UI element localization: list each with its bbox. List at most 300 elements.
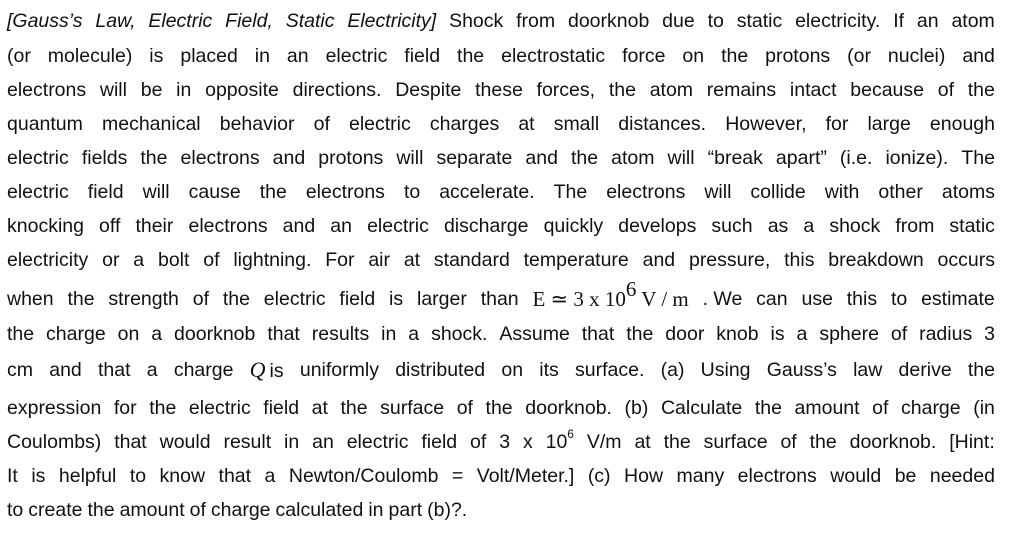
segment-text: on [682,44,705,67]
segment-text: doorknob [174,322,256,345]
word [917,10,939,33]
segment-text: amount [794,396,860,419]
word [518,113,534,136]
word [867,113,910,136]
word [525,147,558,170]
segment-text: the [663,430,691,453]
word [306,181,385,204]
segment-text: in [381,322,397,345]
word [7,465,18,488]
segment-text: such [711,214,753,237]
segment-text: than [480,287,519,310]
segment-text: the [149,396,177,419]
segment-text: an [916,9,939,32]
segment-text: sphere [819,322,879,345]
word [449,10,503,33]
word [750,181,805,204]
word [7,113,83,136]
segment-text: the [809,430,837,453]
segment-text: static [736,9,783,32]
segment-text: and [642,248,676,271]
word [176,79,191,102]
word [7,10,83,33]
segment-text: (c) [587,464,611,487]
word [780,431,796,454]
word [225,10,273,33]
word [28,499,82,522]
segment-text: the [754,396,782,419]
word [524,249,629,272]
segment-text: E ≃ 3 x 10 [532,286,626,311]
segment-text: other [878,180,923,203]
segment-text: Electricity] [347,9,437,32]
segment-text: 3 [984,322,995,345]
word [708,10,724,33]
segment-text: is [149,44,164,67]
segment-text: (b) [624,396,649,419]
segment-text: For [325,248,355,271]
segment-text: temperature [523,248,629,271]
word [141,79,163,102]
word [286,10,335,33]
word [481,288,519,311]
word [888,45,945,68]
word [276,499,364,522]
segment-text: for [113,396,137,419]
segment-text: [Gauss’s [7,9,83,32]
word [389,288,403,311]
segment-text: nuclei) [887,44,946,67]
word [962,45,995,68]
segment-text: forces, [536,78,596,101]
problem-line [7,425,995,459]
word [100,79,127,102]
segment-text: the [7,322,35,345]
word [477,465,575,488]
segment-text: at [403,248,421,271]
segment-text: would [159,430,211,453]
segment-text: the [967,358,995,381]
word [114,431,147,454]
segment-text: of [470,430,487,453]
word [895,215,934,238]
word [919,323,972,346]
segment-text: Calculate [660,396,743,419]
word [643,249,676,272]
word [486,397,513,420]
word [452,465,463,488]
word [118,323,140,346]
segment-text: How [624,464,664,487]
segment-text: . We [702,287,743,310]
segment-text: due [662,9,695,32]
word [368,249,390,272]
segment-text: derive [898,358,952,381]
segment-text: an [286,44,309,67]
segment-text: electric [367,214,429,237]
segment-text: charge [173,358,234,381]
word [347,10,436,33]
word [7,359,33,382]
segment-text: that [218,464,252,487]
word [7,249,88,272]
word [430,113,499,136]
word [265,465,276,488]
word [381,323,396,346]
segment-text: intact [789,78,837,101]
word [704,181,731,204]
word [263,397,299,420]
word [223,288,250,311]
word [968,359,995,382]
segment-text: is [389,287,404,310]
word [501,45,605,68]
problem-line [7,317,995,351]
word [938,249,995,272]
word [554,181,588,204]
segment-text: doorknob. [849,430,937,453]
problem-line [7,391,995,425]
word [147,359,158,382]
segment-text: distances. [618,112,707,135]
segment-text: will [396,146,424,169]
segment-text: the [626,322,654,345]
segment-text: Assume [499,322,570,345]
segment-text: to [129,464,147,487]
word [417,288,467,311]
segment-text: a [803,214,815,237]
segment-text: in [284,430,300,453]
segment-text: (i.e. [839,146,873,169]
word [436,147,512,170]
segment-text: the [457,44,485,67]
segment-text: mechanical [101,112,201,135]
word [120,499,185,522]
segment-text: molecule) [47,44,133,67]
problem-line [7,39,995,73]
word [499,431,510,454]
segment-text: electricity. [795,9,881,32]
segment-text: develops [618,214,697,237]
segment-text: many [676,464,725,487]
word [756,288,787,311]
segment-text: this [784,248,815,271]
segment-text: electric [7,146,69,169]
segment-text: Shock [449,9,504,32]
word [738,465,817,488]
word [340,397,367,420]
segment-text: (or [847,44,871,67]
word [525,397,612,420]
problem-line [7,493,995,527]
segment-text: will [99,78,127,101]
word [158,249,189,272]
segment-text: electrons [737,464,817,487]
word [803,215,814,238]
word [501,359,523,382]
segment-text: that [581,322,615,345]
word [721,45,748,68]
segment-text: from [516,9,556,32]
word [444,215,529,238]
segment-text: of [937,78,955,101]
word [404,45,440,68]
problem-line [7,107,995,141]
segment-text: create [28,498,83,521]
segment-text: and [282,214,316,237]
word [767,359,837,382]
segment-text: electric [348,112,411,135]
word [67,288,94,311]
segment-text: bolt [157,248,190,271]
word [7,147,69,170]
segment-text: that [97,358,131,381]
segment-text: to [7,498,24,521]
segment-text: an [312,430,334,453]
word [795,397,860,420]
segment-text: and [49,358,82,381]
word [878,181,922,204]
word [609,79,636,102]
word [160,431,211,454]
word [961,147,995,170]
segment-text: (b)?. [427,498,468,521]
word [267,323,300,346]
segment-text: force [622,44,666,67]
problem-line [7,459,995,493]
word [707,79,776,102]
word [339,288,375,311]
segment-suffix: V / m [636,286,689,311]
segment-text: electric [263,287,326,310]
word [284,431,299,454]
segment-text: protons [318,146,384,169]
segment-text: results [311,322,370,345]
segment-text: The [553,180,588,203]
word [930,465,995,488]
segment-text: Coulombs) [7,430,102,453]
segment-text: 3 [499,430,511,453]
segment-text: the [721,44,749,67]
segment-text: door [665,322,705,345]
word [326,45,388,68]
segment-text: the [140,146,168,169]
segment-text: [Hint: [949,430,995,453]
word [571,147,598,170]
math-expression [250,357,284,383]
word [211,499,271,522]
segment-text: charges [429,112,500,135]
word [181,147,260,170]
segment-text: doorknob [567,9,650,32]
segment-text: field [263,396,300,419]
segment-text: for [825,112,849,135]
segment-text: is [31,464,46,487]
word [49,359,82,382]
word [650,79,693,102]
word [797,323,808,346]
word [830,465,881,488]
word [847,45,871,68]
segment-text: = [451,464,464,487]
segment-text: protons [765,44,831,67]
word [148,10,212,33]
segment-text: a [133,248,145,271]
word [300,359,379,382]
segment-text: 10 [545,430,568,453]
word [7,499,23,522]
segment-text: and [272,146,306,169]
word [188,215,267,238]
segment-text: or [102,248,120,271]
word [703,288,743,311]
word [737,10,783,33]
word [439,181,534,204]
word [825,181,860,204]
segment-text: electrons [7,78,87,101]
word [88,181,124,204]
word [828,249,923,272]
segment-text: would [830,464,882,487]
segment-text: standard [433,248,510,271]
segment-text: Despite [395,78,462,101]
word [582,323,615,346]
segment-text: collide [750,180,806,203]
word [149,45,163,68]
word [193,288,209,311]
segment-text: electrons [180,146,260,169]
segment-text: charge [210,498,271,521]
segment-text: on [501,358,524,381]
word [872,397,888,420]
segment-text: field [404,44,441,67]
word [102,249,119,272]
segment-text: air [368,248,390,271]
word [516,10,555,33]
word [7,323,34,346]
word [7,79,86,102]
segment-text: If [893,9,905,32]
segment-text: use [801,287,833,310]
segment-text: opposite [205,78,279,101]
word [287,45,309,68]
segment-text: in [176,78,192,101]
word [893,10,904,33]
word [662,10,695,33]
word [180,45,237,68]
segment-text: atom [649,78,694,101]
segment-text: surface. [575,358,645,381]
segment-text: breakdown [828,248,924,271]
segment-text: remains [706,78,777,101]
word [189,397,251,420]
word [664,431,691,454]
word [396,147,423,170]
segment-text: at [311,396,328,419]
segment-text: the [87,498,115,521]
word [618,113,706,136]
segment-text: of [872,396,889,419]
word [149,397,176,420]
segment-text: at [634,430,651,453]
segment-text: a [146,358,158,381]
word [457,45,484,68]
word [665,323,704,346]
word [625,397,649,420]
segment-text: needed [929,464,995,487]
word [682,45,704,68]
word [114,397,137,420]
word [203,249,219,272]
word [795,10,880,33]
word [544,215,604,238]
segment-text: Field, [225,9,273,32]
segment-text: strength [108,287,179,310]
segment-text: charge [901,396,961,419]
word [853,359,882,382]
segment-text: of [890,322,908,345]
segment-text: when [7,287,54,310]
problem-text [7,0,997,538]
segment-text: behavior [219,112,295,135]
segment-text: larger [416,287,467,310]
segment-text: can [756,287,788,310]
word [667,147,694,170]
segment-text: “break [707,146,763,169]
word [545,427,574,454]
segment-text: However, [725,112,807,135]
segment-text: placed [180,44,238,67]
word [431,323,487,346]
word [140,147,167,170]
word [133,249,144,272]
segment-text: an [330,214,352,237]
segment-text: surface [380,396,445,419]
segment-suffix: is [269,360,284,382]
word [349,113,411,136]
segment-text: distributed [395,358,486,381]
problem-line [7,277,995,316]
word [677,465,725,488]
segment-text: helpful [58,464,117,487]
segment-text: Newton/Coulomb [288,464,439,487]
segment-text: and [962,44,995,67]
word [891,323,907,346]
word [768,215,789,238]
word [82,147,128,170]
word [949,215,995,238]
segment-text: part [388,498,423,521]
segment-text: Volt/Meter.] [476,464,575,487]
segment-text: will [667,146,695,169]
segment-text: to [707,9,724,32]
word [151,323,162,346]
segment-text: of [313,112,330,135]
segment-text: Electric [148,9,213,32]
segment-text: at [518,112,535,135]
word [537,79,596,102]
word [942,181,995,204]
segment-text: discharge [443,214,529,237]
word [395,79,461,102]
segment-text: electrons [188,214,268,237]
word [523,431,533,454]
segment-text: field [421,430,458,453]
segment-text: know [159,464,206,487]
word [7,288,54,311]
word [891,288,907,311]
word [826,113,849,136]
